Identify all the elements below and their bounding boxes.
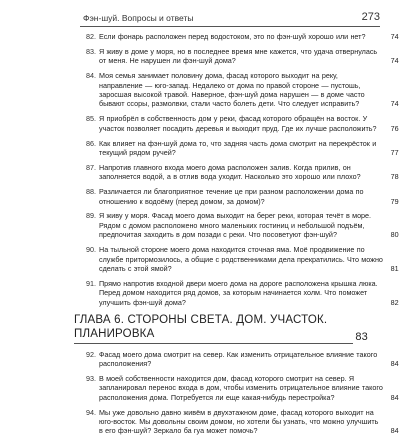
toc-entry: [86, 407, 399, 436]
entry-lines: [99, 211, 396, 239]
running-header: [80, 12, 380, 27]
entry-text: Напротив главного входа моего дома расположен залив. Когда прилив, он заполняется водой, а в отлив вода уходит. Насколько это хорошо или плохо? .....: [99, 163, 396, 182]
entry-text: Как влияет на фэн-шуй дома то, что задняя часть дома смотрит на перекрёсток и текущий рядом ручей? .....: [99, 139, 396, 158]
entry-number: 89.: [86, 211, 96, 221]
book-title: Фэн-шуй. Вопросы и ответы: [83, 13, 194, 23]
entry-text: Мы уже довольно давно живём в двухэтажном доме, фасад которого выходит на юго-восток. Мы довольны своим домом, но хотели бы узнать, что можно улучшить в его фэн-шуй? Зеркало ба гуа может помочь? .....: [99, 408, 396, 436]
entry-body: [99, 373, 399, 402]
entry-page: 80: [390, 230, 399, 240]
entry-lines: [99, 374, 396, 402]
entry-lines: [99, 350, 396, 369]
entry-text: Прямо напротив входной двери моего дома на дороге расположена крышка люка. Перед домом находится ряд домов, за которым начинается холм. Что поможет улучшить фэн-шуй дома? .....: [99, 279, 396, 307]
toc-entry: [86, 349, 399, 369]
entry-page: 84: [390, 392, 399, 402]
chapter-rule: [74, 343, 368, 344]
toc-entry: [86, 32, 399, 41]
entry-body: [99, 245, 399, 273]
entry-number: 88.: [86, 187, 96, 197]
toc-entry: [86, 373, 399, 402]
entry-number: 94.: [86, 407, 96, 417]
entry-number: 92.: [86, 349, 96, 359]
entry-text: Фасад моего дома смотрит на север. Как изменить отрицательное влияние такого расположения? .....: [99, 350, 396, 369]
entry-page: 74: [390, 32, 399, 41]
entry-number: 84.: [86, 71, 96, 81]
entry-page: 84: [390, 358, 399, 368]
entry-body: [99, 71, 399, 109]
entry-text: Я приобрёл в собственность дом у реки, фасад которого обращён на восток. У участок позволяет посадить деревья и выходит пруд. Где их лучше расположить? .....: [99, 114, 396, 133]
entry-lines: [99, 139, 396, 158]
entry-body: [99, 407, 399, 436]
toc-entry: [86, 245, 399, 273]
entry-body: [99, 349, 399, 369]
entry-page: 74: [390, 99, 399, 109]
chapter-title: ГЛАВА 6. СТОРОНЫ СВЕТА. ДОМ. УЧАСТОК. ПЛАНИРОВКА: [74, 313, 328, 340]
toc-entry: [86, 278, 399, 307]
entry-lines: [99, 32, 396, 41]
chapter-page: 83: [355, 330, 368, 343]
entry-text: Я живу у моря. Фасад моего дома выходит на берег реки, которая течёт в море. Рядом с домом расположено много маленьких гостиниц и небольшой подъём, предпочитая заходить в дом позади с реки. Что посоветуют фэн-шуй? .....: [99, 211, 396, 239]
entry-body: [99, 211, 399, 240]
entry-text: Я живу в доме у моря, но в последнее время мне кажется, что удача отвернулась от меня. Не нарушен ли фэн-шуй дома? .....: [99, 47, 396, 66]
page-number: 273: [361, 11, 380, 23]
entry-lines: [99, 71, 396, 109]
entry-page: 82: [390, 297, 399, 307]
entry-page: 78: [390, 172, 399, 182]
entry-page: 77: [390, 147, 399, 157]
entry-page: 81: [390, 263, 399, 273]
chapter-heading: [74, 313, 368, 344]
entry-number: 82.: [86, 32, 96, 41]
entry-number: 90.: [86, 245, 96, 255]
toc-entry: [86, 211, 399, 240]
entry-text: Различается ли благоприятное течение це при разном расположении дома по отношению к водоёму (перед домом, за домом)? .....: [99, 187, 396, 206]
entry-text: В моей собственности находится дом, фасад которого смотрит на север. Я запланировал перенос входа в дом, чтобы изменить отрицательное влияние такого расположения дома. Потребуется ли еще какая-нибудь перестройка? .....: [99, 374, 396, 402]
entry-body: [99, 187, 399, 206]
toc-entries-bottom: [86, 349, 399, 436]
entry-text: Моя семья занимает половину дома, фасад которого выходит на реку, направление — юго-запад. Недалеко от дома по правой стороне — пустошь, заросшая высокой травой. Наверное, фэн-шуй дома нарушен — в доме часто бывают ссоры, размолвки, стали часто болеть дети. Что следует исправить? .....: [99, 71, 396, 109]
entry-body: [99, 278, 399, 307]
entry-page: 74: [390, 56, 399, 66]
entry-page: 76: [390, 123, 399, 133]
entry-number: 85.: [86, 114, 96, 124]
entry-lines: [99, 279, 396, 307]
table-of-contents: [74, 32, 399, 441]
toc-entry: [86, 162, 399, 182]
toc-entry: [86, 46, 399, 66]
entry-lines: [99, 47, 396, 66]
entry-lines: [99, 163, 396, 182]
entry-text: На тыльной стороне моего дома находится сточная яма. Моё продвижение по службе притормозилось, а общие с родственниками дела прекратились. Что можно сделать с этой ямой? .....: [99, 245, 396, 273]
entry-lines: [99, 245, 396, 273]
entry-number: 87.: [86, 162, 96, 172]
entry-lines: [99, 408, 396, 436]
toc-entry: [86, 114, 399, 133]
entry-text: Если фонарь расположен перед водостоком, это по фэн-шуй хорошо или нет? .....: [99, 32, 396, 41]
entry-body: [99, 138, 399, 158]
toc-entry: [86, 71, 399, 109]
toc-entry: [86, 138, 399, 158]
entry-number: 93.: [86, 373, 96, 383]
entry-page: 79: [390, 196, 399, 206]
toc-entry: [86, 187, 399, 206]
entry-lines: [99, 114, 396, 133]
entry-body: [99, 114, 399, 133]
entry-body: [99, 162, 399, 182]
entry-body: [99, 32, 399, 41]
toc-entries-top: [86, 32, 399, 307]
entry-page: 84: [390, 426, 399, 436]
entry-number: 91.: [86, 278, 96, 288]
entry-number: 83.: [86, 46, 96, 56]
entry-lines: [99, 187, 396, 206]
entry-body: [99, 46, 399, 66]
entry-number: 86.: [86, 138, 96, 148]
